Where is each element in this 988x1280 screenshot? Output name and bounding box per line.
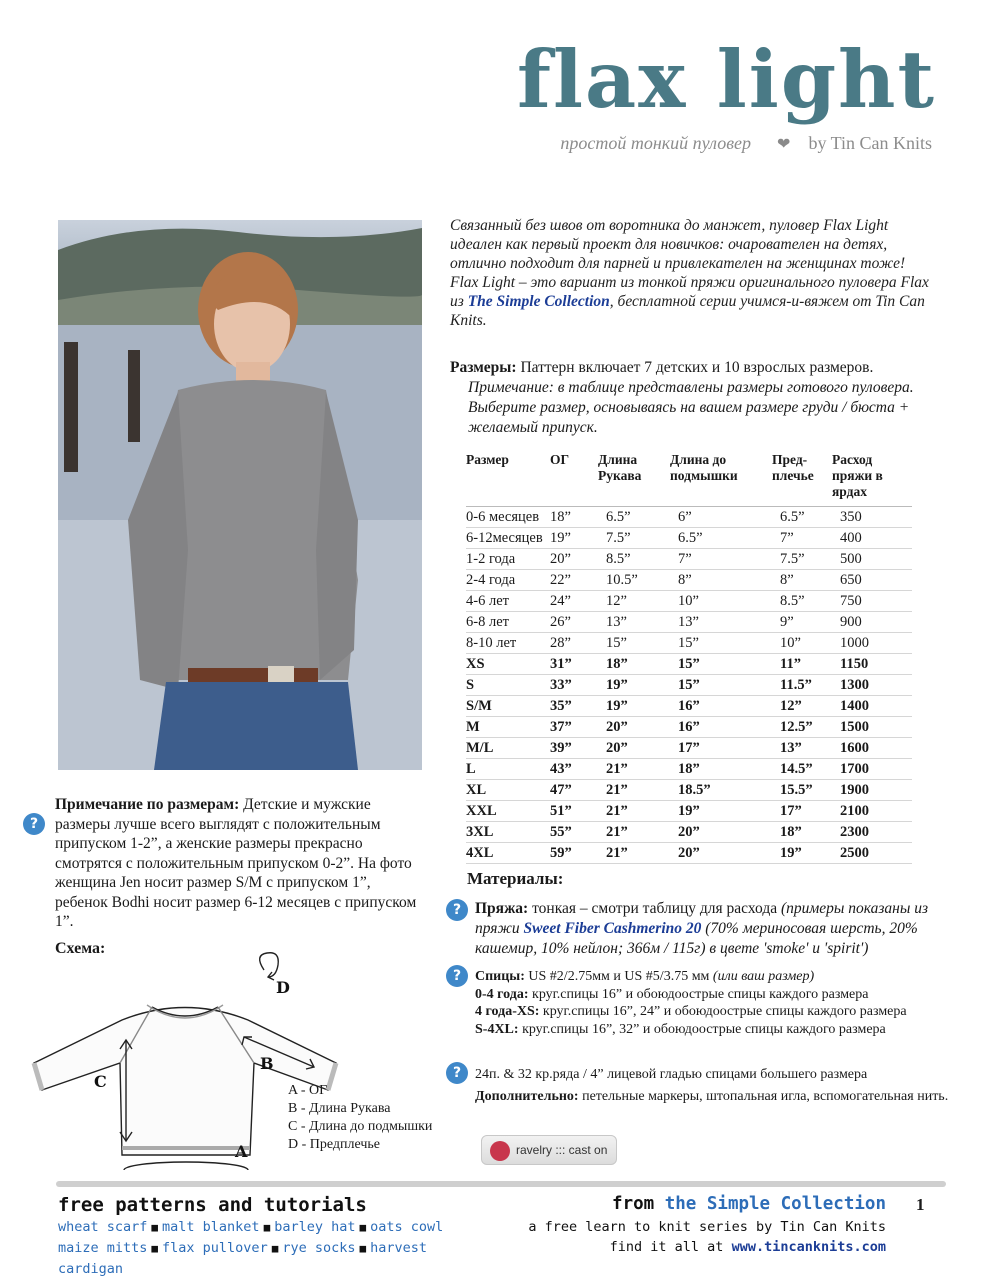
square-bullet-icon: ■ bbox=[271, 1242, 279, 1255]
yardage-cell: 1300 bbox=[832, 675, 912, 696]
sizes-note: Примечание: в таблице представлены размеры готового пуловера. Выберите размер, основываясь на вашем размере груди / бюста + желаемый припуск. bbox=[468, 379, 914, 436]
forearm-cell: 13” bbox=[772, 738, 832, 759]
table-row bbox=[466, 528, 912, 549]
forearm-cell: 7.5” bbox=[772, 549, 832, 570]
footer-link[interactable]: maize mitts bbox=[58, 1240, 148, 1256]
legend-item: B - Длина Рукава bbox=[288, 1101, 391, 1116]
sleeve-cell: 8.5” bbox=[598, 549, 670, 570]
footer-left-title: free patterns and tutorials bbox=[58, 1194, 367, 1216]
underarm-cell: 6.5” bbox=[670, 528, 772, 549]
intro-paragraph-2b: , бесплатной серии учимся-и-вяжем от Tin Can Knits. bbox=[450, 293, 925, 329]
sizes-table bbox=[466, 450, 912, 864]
sweet-fiber-link[interactable]: Sweet Fiber Cashmerino 20 bbox=[523, 920, 702, 937]
table-row bbox=[466, 738, 912, 759]
schema-label-b: B bbox=[260, 1054, 274, 1073]
needles-label: Спицы: bbox=[475, 969, 525, 984]
yardage-cell: 500 bbox=[832, 549, 912, 570]
footer-link[interactable]: rye socks bbox=[282, 1240, 356, 1256]
square-bullet-icon: ■ bbox=[263, 1221, 271, 1234]
schema-label-d: D bbox=[276, 978, 290, 997]
needles-row-label: 4 года-XS: bbox=[475, 1004, 540, 1019]
forearm-cell: 11.5” bbox=[772, 675, 832, 696]
sleeve-cell: 21” bbox=[598, 843, 670, 864]
sizes-table-body bbox=[466, 507, 912, 864]
size-cell: 6-12месяцев bbox=[466, 528, 550, 549]
help-icon[interactable]: ? bbox=[446, 1062, 468, 1084]
underarm-cell: 16” bbox=[670, 696, 772, 717]
underarm-cell: 15” bbox=[670, 654, 772, 675]
intro-text bbox=[450, 216, 940, 330]
sleeve-cell: 20” bbox=[598, 717, 670, 738]
table-row bbox=[466, 507, 912, 528]
intro-paragraph-1: Связанный без швов от воротника до манжет, пуловер Flax Light идеален как первый проект для новичков: очарователен на детях, отлично подходит для парней и привлекателен на женщинах тоже! bbox=[450, 217, 906, 272]
table-row bbox=[466, 801, 912, 822]
model-photo bbox=[58, 220, 422, 770]
footer-link[interactable]: harvest cardigan bbox=[58, 1240, 428, 1277]
chest-cell: 19” bbox=[550, 528, 598, 549]
size-cell: 2-4 года bbox=[466, 570, 550, 591]
yardage-cell: 1900 bbox=[832, 780, 912, 801]
underarm-cell: 6” bbox=[670, 507, 772, 528]
forearm-cell: 8” bbox=[772, 570, 832, 591]
underarm-cell: 7” bbox=[670, 549, 772, 570]
gauge-info bbox=[475, 1066, 965, 1084]
model-photo-illustration bbox=[58, 220, 422, 770]
yardage-cell: 1700 bbox=[832, 759, 912, 780]
table-row bbox=[466, 717, 912, 738]
chest-cell: 31” bbox=[550, 654, 598, 675]
chest-cell: 26” bbox=[550, 612, 598, 633]
forearm-cell: 15.5” bbox=[772, 780, 832, 801]
table-row bbox=[466, 612, 912, 633]
extra-text: петельные маркеры, штопальная игла, вспомогательная нить. bbox=[578, 1089, 949, 1104]
forearm-cell: 12” bbox=[772, 696, 832, 717]
forearm-cell: 7” bbox=[772, 528, 832, 549]
table-row bbox=[466, 822, 912, 843]
size-cell: 0-6 месяцев bbox=[466, 507, 550, 528]
page-number: 1 bbox=[916, 1195, 925, 1214]
yardage-cell: 900 bbox=[832, 612, 912, 633]
square-bullet-icon: ■ bbox=[359, 1221, 367, 1234]
gauge-text: 24п. & 32 кр.ряда / 4” лицевой гладью спицами большего размера bbox=[475, 1067, 868, 1082]
chest-cell: 28” bbox=[550, 633, 598, 654]
underarm-cell: 15” bbox=[670, 675, 772, 696]
size-cell: 4-6 лет bbox=[466, 591, 550, 612]
footer-from: from bbox=[612, 1194, 665, 1214]
forearm-cell: 10” bbox=[772, 633, 832, 654]
yarn-example-a: (примеры показаны из пряжи bbox=[475, 900, 929, 937]
footer-right-title bbox=[540, 1194, 886, 1214]
table-row bbox=[466, 654, 912, 675]
sleeve-cell: 21” bbox=[598, 780, 670, 801]
size-cell: M bbox=[466, 717, 550, 738]
underarm-cell: 20” bbox=[670, 843, 772, 864]
needles-row-label: S-4XL: bbox=[475, 1021, 519, 1037]
header-forearm: Пред-плечье bbox=[772, 450, 832, 507]
sleeve-cell: 19” bbox=[598, 696, 670, 717]
needles-note: (или ваш размер) bbox=[712, 969, 815, 984]
footer-find-text: find it all at bbox=[609, 1239, 732, 1255]
schema-label-a: A bbox=[235, 1142, 248, 1161]
chest-cell: 59” bbox=[550, 843, 598, 864]
footer-site-line bbox=[500, 1237, 886, 1257]
size-cell: XL bbox=[466, 780, 550, 801]
size-cell: 8-10 лет bbox=[466, 633, 550, 654]
legend-item: C - Длина до подмышки bbox=[288, 1119, 433, 1134]
size-cell: 6-8 лет bbox=[466, 612, 550, 633]
ravelry-button-label: ravelry ::: cast on bbox=[516, 1143, 608, 1157]
size-cell: 3XL bbox=[466, 822, 550, 843]
yardage-cell: 1150 bbox=[832, 654, 912, 675]
help-icon[interactable]: ? bbox=[446, 899, 468, 921]
table-row bbox=[466, 570, 912, 591]
footer-links-row bbox=[58, 1217, 478, 1238]
underarm-cell: 15” bbox=[670, 633, 772, 654]
subtitle-row bbox=[480, 133, 932, 154]
footer-series-line: a free learn to knit series by Tin Can Knits bbox=[528, 1219, 886, 1235]
footer-divider bbox=[56, 1181, 946, 1187]
size-cell: XS bbox=[466, 654, 550, 675]
underarm-cell: 17” bbox=[670, 738, 772, 759]
sizes-heading bbox=[450, 358, 940, 378]
forearm-cell: 18” bbox=[772, 822, 832, 843]
table-row bbox=[466, 675, 912, 696]
footer-pattern-links bbox=[58, 1217, 478, 1279]
help-icon[interactable]: ? bbox=[23, 813, 45, 835]
simple-collection-link[interactable]: The Simple Collection bbox=[467, 293, 610, 310]
chest-cell: 51” bbox=[550, 801, 598, 822]
author: by Tin Can Knits bbox=[808, 133, 932, 153]
sleeve-cell: 12” bbox=[598, 591, 670, 612]
yardage-cell: 650 bbox=[832, 570, 912, 591]
header-yardage: Расход пряжи в ярдах bbox=[832, 450, 912, 507]
yarn-info bbox=[475, 899, 965, 959]
size-note-text: Детские и мужские размеры лучше всего выглядят с положительным припуском 1-2”, а женские размеры прекрасно смотрятся с положительным припуском 0-2”. На фото женщина Jen носит размер S/M с припуском 1”, ребенок Bodhi носит размер 6-12 месяцев с припуском 1”. bbox=[55, 796, 417, 930]
chest-cell: 55” bbox=[550, 822, 598, 843]
underarm-cell: 8” bbox=[670, 570, 772, 591]
forearm-cell: 12.5” bbox=[772, 717, 832, 738]
underarm-cell: 19” bbox=[670, 801, 772, 822]
yardage-cell: 750 bbox=[832, 591, 912, 612]
table-row bbox=[466, 759, 912, 780]
size-cell: S bbox=[466, 675, 550, 696]
chest-cell: 35” bbox=[550, 696, 598, 717]
needles-row-text: круг.спицы 16”, 32” и обоюдоострые спицы каждого размера bbox=[518, 1021, 886, 1037]
forearm-cell: 19” bbox=[772, 843, 832, 864]
yarn-example-b: (70% мериносовая шерсть, 20% кашемир, 10% нейлон; 366м / 115г) в цвете 'smoke' и 'spirit') bbox=[475, 920, 918, 957]
chest-cell: 39” bbox=[550, 738, 598, 759]
forearm-cell: 9” bbox=[772, 612, 832, 633]
size-cell: 1-2 года bbox=[466, 549, 550, 570]
header-size: Размер bbox=[466, 450, 550, 507]
forearm-cell: 11” bbox=[772, 654, 832, 675]
legend-item: D - Предплечье bbox=[288, 1137, 381, 1152]
heart-icon: ❤ bbox=[777, 136, 791, 153]
footer-link[interactable]: flax pullover bbox=[162, 1240, 268, 1256]
sleeve-cell: 15” bbox=[598, 633, 670, 654]
size-note-label: Примечание по размерам: bbox=[55, 796, 240, 813]
website-link[interactable]: www.tincanknits.com bbox=[731, 1239, 886, 1255]
needles-row-text: круг.спицы 16”, 24” и обоюдоострые спицы каждого размера bbox=[539, 1004, 907, 1019]
underarm-cell: 18” bbox=[670, 759, 772, 780]
header-underarm: Длина до подмышки bbox=[670, 450, 772, 507]
size-cell: L bbox=[466, 759, 550, 780]
schema-title: Схема: bbox=[55, 940, 106, 957]
needles-info bbox=[475, 968, 965, 1038]
underarm-cell: 16” bbox=[670, 717, 772, 738]
yardage-cell: 350 bbox=[832, 507, 912, 528]
extra-info bbox=[475, 1088, 965, 1106]
chest-cell: 18” bbox=[550, 507, 598, 528]
yarn-text: тонкая – смотри таблицу для расхода bbox=[528, 900, 781, 917]
underarm-cell: 18.5” bbox=[670, 780, 772, 801]
yardage-cell: 2500 bbox=[832, 843, 912, 864]
schema-legend bbox=[288, 1082, 432, 1154]
size-note bbox=[55, 795, 427, 932]
intro-paragraph-2a: Flax Light – это вариант из тонкой пряжи оригинального пуловера Flax из bbox=[450, 274, 929, 310]
square-bullet-icon: ■ bbox=[359, 1242, 367, 1255]
needles-row-text: круг.спицы 16” и обоюдоострые спицы каждого размера bbox=[528, 986, 869, 1002]
table-row bbox=[466, 696, 912, 717]
chest-cell: 24” bbox=[550, 591, 598, 612]
chest-cell: 37” bbox=[550, 717, 598, 738]
chest-cell: 20” bbox=[550, 549, 598, 570]
yardage-cell: 1600 bbox=[832, 738, 912, 759]
header-chest: ОГ bbox=[550, 450, 598, 507]
forearm-cell: 8.5” bbox=[772, 591, 832, 612]
header-sleeve: Длина Рукава bbox=[598, 450, 670, 507]
forearm-cell: 6.5” bbox=[772, 507, 832, 528]
size-cell: 4XL bbox=[466, 843, 550, 864]
table-row bbox=[466, 780, 912, 801]
underarm-cell: 20” bbox=[670, 822, 772, 843]
yardage-cell: 1500 bbox=[832, 717, 912, 738]
footer-link[interactable]: wheat scarf bbox=[58, 1219, 148, 1235]
chest-cell: 33” bbox=[550, 675, 598, 696]
sleeve-cell: 7.5” bbox=[598, 528, 670, 549]
footer-link[interactable]: barley hat bbox=[274, 1219, 356, 1235]
sizes-label: Размеры: bbox=[450, 359, 517, 376]
needles-text: US #2/2.75мм и US #5/3.75 мм bbox=[524, 969, 713, 984]
yardage-cell: 1000 bbox=[832, 633, 912, 654]
square-bullet-icon: ■ bbox=[151, 1242, 159, 1255]
subtitle: простой тонкий пуловер bbox=[560, 133, 752, 153]
sleeve-cell: 13” bbox=[598, 612, 670, 633]
chest-cell: 22” bbox=[550, 570, 598, 591]
sleeve-cell: 6.5” bbox=[598, 507, 670, 528]
chest-cell: 47” bbox=[550, 780, 598, 801]
underarm-cell: 13” bbox=[670, 612, 772, 633]
yarn-label: Пряжа: bbox=[475, 900, 529, 917]
footer-right-text bbox=[500, 1217, 886, 1257]
sizes-table-header bbox=[466, 450, 912, 507]
table-row bbox=[466, 843, 912, 864]
table-row bbox=[466, 633, 912, 654]
size-cell: M/L bbox=[466, 738, 550, 759]
footer-link[interactable]: oats cowl bbox=[370, 1219, 444, 1235]
underarm-cell: 10” bbox=[670, 591, 772, 612]
chest-cell: 43” bbox=[550, 759, 598, 780]
sleeve-cell: 19” bbox=[598, 675, 670, 696]
sleeve-cell: 21” bbox=[598, 822, 670, 843]
sleeve-cell: 18” bbox=[598, 654, 670, 675]
page-title: flax light bbox=[517, 33, 936, 126]
yardage-cell: 2300 bbox=[832, 822, 912, 843]
size-cell: S/M bbox=[466, 696, 550, 717]
forearm-cell: 17” bbox=[772, 801, 832, 822]
materials-title: Материалы: bbox=[467, 869, 564, 888]
sizes-text: Паттерн включает 7 детских и 10 взрослых размеров. bbox=[516, 359, 874, 376]
help-icon[interactable]: ? bbox=[446, 965, 468, 987]
footer-links-row bbox=[58, 1238, 478, 1279]
ravelry-icon bbox=[490, 1141, 510, 1161]
yardage-cell: 400 bbox=[832, 528, 912, 549]
size-cell: XXL bbox=[466, 801, 550, 822]
extra-label: Дополнительно: bbox=[475, 1089, 579, 1104]
sleeve-cell: 20” bbox=[598, 738, 670, 759]
sleeve-cell: 21” bbox=[598, 801, 670, 822]
square-bullet-icon: ■ bbox=[151, 1221, 159, 1234]
yardage-cell: 2100 bbox=[832, 801, 912, 822]
schema-label-c: C bbox=[94, 1072, 107, 1091]
footer-collection-name: the Simple Collection bbox=[664, 1194, 886, 1214]
legend-item: A - ОГ bbox=[288, 1083, 328, 1098]
table-row bbox=[466, 549, 912, 570]
needles-row-label: 0-4 года: bbox=[475, 986, 529, 1002]
yardage-cell: 1400 bbox=[832, 696, 912, 717]
table-row bbox=[466, 591, 912, 612]
footer-link[interactable]: malt blanket bbox=[162, 1219, 260, 1235]
sleeve-cell: 10.5” bbox=[598, 570, 670, 591]
forearm-cell: 14.5” bbox=[772, 759, 832, 780]
sleeve-cell: 21” bbox=[598, 759, 670, 780]
ravelry-cast-on-button[interactable] bbox=[481, 1135, 617, 1165]
